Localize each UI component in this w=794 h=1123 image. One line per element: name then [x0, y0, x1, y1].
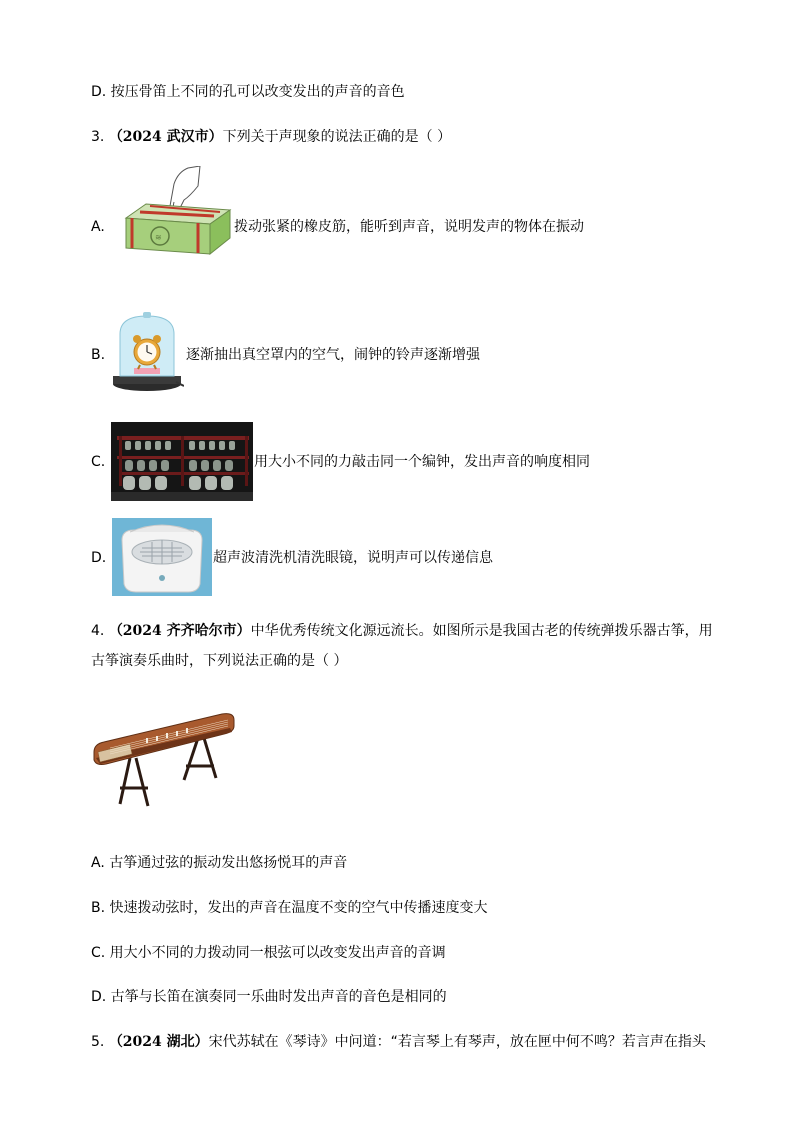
q4-option-a: A. 古筝通过弦的振动发出悠扬悦耳的声音 [91, 855, 348, 871]
q3-number: 3. [91, 129, 105, 145]
q3-source: （2024 武汉市） [108, 129, 223, 145]
q4-stem-line-1 [91, 621, 713, 641]
q3-option-a-figure [118, 166, 232, 256]
q3-stem-line [91, 127, 451, 147]
q3-option-d-figure [112, 518, 212, 596]
q5-stem: 宋代苏轼在《琴诗》中问道：“若言琴上有琴声，放在匣中何不鸣？若言声在指头 [208, 1034, 706, 1050]
q3-option-d-letter: D. [91, 550, 107, 566]
q3-option-d-text: 超声波清洗机清洗眼镜，说明声可以传递信息 [213, 550, 493, 566]
q4-option-b: B. 快速拨动弦时，发出的声音在温度不变的空气中传播速度变大 [91, 900, 488, 916]
q3-option-c-figure [111, 422, 253, 501]
q3-option-c-text: 用大小不同的力敲击同一个编钟，发出声音的响度相同 [254, 454, 590, 470]
q4-guzheng-figure [90, 708, 238, 812]
q3-option-a-text: 拨动张紧的橡皮筋，能听到声音，说明发声的物体在振动 [234, 219, 584, 235]
q5-number: 5. [91, 1034, 105, 1050]
q3-option-b-figure [110, 312, 184, 394]
q3-stem: 下列关于声现象的说法正确的是（ ） [222, 129, 452, 145]
q3-option-c-letter: C. [91, 454, 106, 470]
q4-source: （2024 齐齐哈尔市） [108, 623, 251, 639]
q4-stem-line-2: 古筝演奏乐曲时，下列说法正确的是（ ） [91, 653, 348, 669]
q4-number: 4. [91, 623, 105, 639]
q5-source: （2024 湖北） [108, 1034, 209, 1050]
q4-option-c: C. 用大小不同的力拨动同一根弦可以改变发出声音的音调 [91, 945, 446, 961]
q4-stem-1: 中华优秀传统文化源远流长。如图所示是我国古老的传统弹拨乐器古筝，用 [250, 623, 713, 639]
q5-stem-line [91, 1032, 706, 1052]
q3-option-b-letter: B. [91, 347, 106, 363]
q3-option-a-letter: A. [91, 219, 105, 235]
q4-option-d: D. 古筝与长笛在演奏同一乐曲时发出声音的音色是相同的 [91, 989, 447, 1005]
q2-option-d: D. 按压骨笛上不同的孔可以改变发出的声音的音色 [91, 84, 405, 100]
q3-option-b-text: 逐渐抽出真空罩内的空气，闹钟的铃声逐渐增强 [186, 347, 480, 363]
svg-text:≋: ≋ [155, 233, 162, 242]
